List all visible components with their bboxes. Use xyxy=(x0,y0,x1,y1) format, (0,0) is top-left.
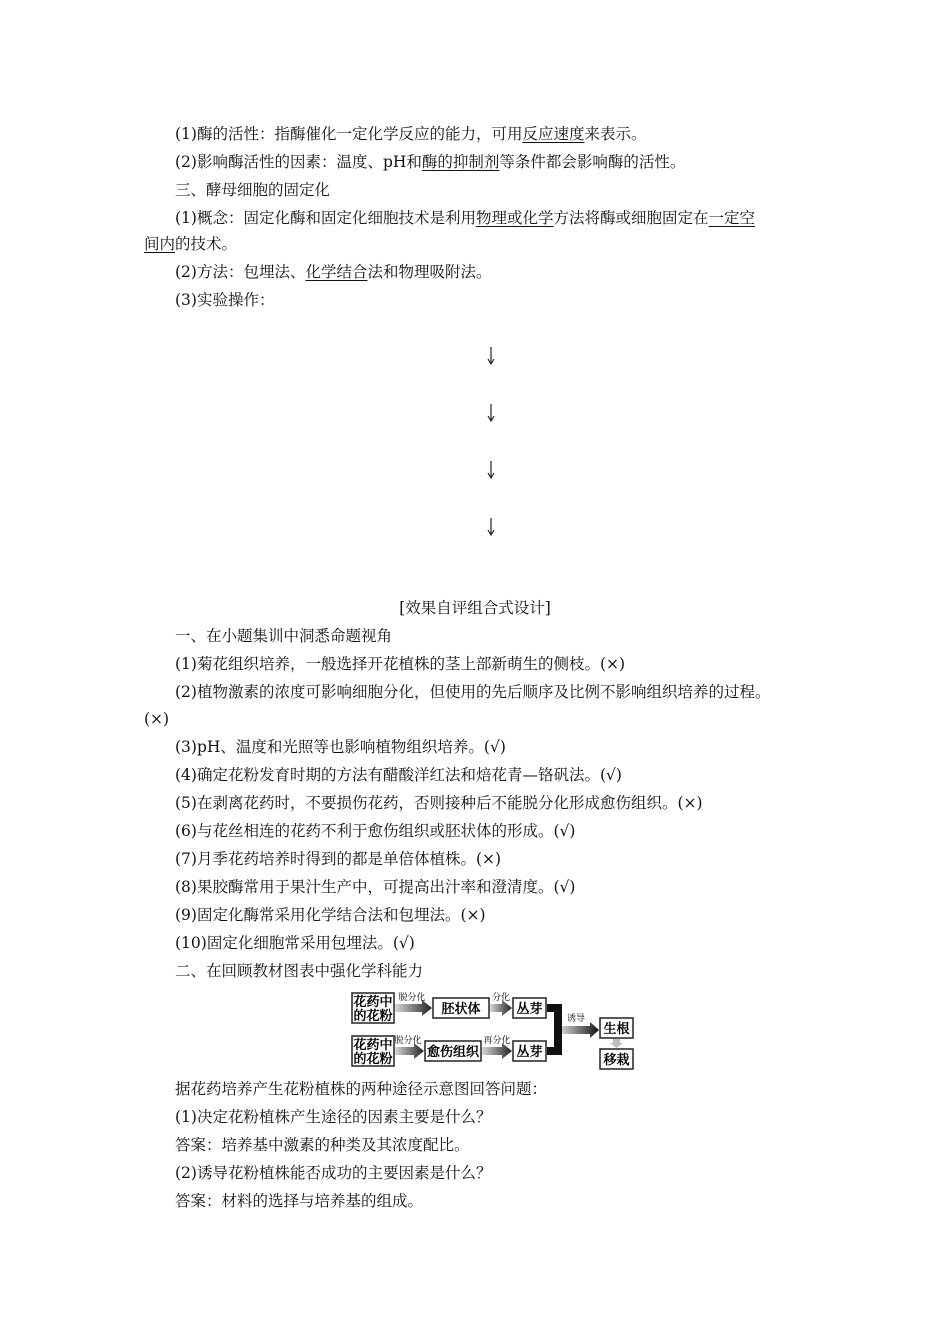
quiz-item-2-mark: (×) xyxy=(144,710,170,728)
source-box-1-line2: 的花粉 xyxy=(353,1009,393,1024)
rooting-label: 生根 xyxy=(603,1022,630,1037)
quiz-item-2: (2)植物激素的浓度可影响细胞分化，但使用的先后顺序及比例不影响组织培养的过程。 xyxy=(175,683,771,701)
answer-chemical-binding: 化学结合 xyxy=(305,263,368,281)
quiz-item-10: (10)固定化细胞常采用包埋法。(√) xyxy=(175,934,415,952)
qa-question-1: (1)决定花粉植株产生途径的因素主要是什么？ xyxy=(175,1108,492,1126)
quiz-item-8: (8)果胶酶常用于果汁生产中，可提高出汁率和澄清度。(√) xyxy=(175,878,576,896)
shoot-label-1: 丛芽 xyxy=(516,1002,543,1017)
qa-intro: 据花药培养产生花粉植株的两种途径示意图回答问题： xyxy=(175,1080,548,1098)
quiz-item-7: (7)月季花药培养时得到的都是单倍体植株。(×) xyxy=(175,850,502,868)
method-line: (2)方法：包埋法、化学结合法和物理吸附法。 xyxy=(175,263,492,281)
label-rediff: 再分化 xyxy=(483,1036,511,1046)
section-heading-quiz: 一、在小题集训中洞悉命题视角 xyxy=(175,627,393,645)
qa-answer-2: 答案：材料的选择与培养基的组成。 xyxy=(175,1192,424,1210)
qa-question-2: (2)诱导花粉植株能否成功的主要因素是什么？ xyxy=(175,1164,492,1182)
label-dediff-2: 脱分化 xyxy=(394,1036,422,1046)
callus-label: 愈伤组织 xyxy=(426,1045,480,1060)
answer-physical-chemical: 物理或化学 xyxy=(475,209,554,227)
concept-line2: 间内的技术。 xyxy=(144,235,238,253)
source-box-1-line1: 花药中 xyxy=(353,995,393,1010)
arrow-induce xyxy=(562,1022,599,1038)
quiz-item-9: (9)固定化酶常采用化学结合法和包埋法。(×) xyxy=(175,906,486,924)
merge-bracket xyxy=(547,1004,562,1055)
quiz-item-1: (1)菊花组织培养，一般选择开花植株的茎上部新萌生的侧枝。(×) xyxy=(175,655,626,673)
label-induce: 诱导 xyxy=(566,1014,586,1024)
enzyme-activity-definition: (1)酶的活性：指酶催化一定化学反应的能力，可用反应速度来表示。 xyxy=(175,125,647,143)
arrow-transplant xyxy=(610,1039,623,1048)
embryoid-label: 胚状体 xyxy=(441,1002,481,1017)
self-eval-title: [效果自评组合式设计] xyxy=(399,599,551,617)
enzyme-activity-factors: (2)影响酶活性的因素：温度、pH和酶的抑制剂等条件都会影响酶的活性。 xyxy=(175,153,686,171)
down-arrow-icon xyxy=(486,403,496,423)
down-arrow-icon xyxy=(486,460,496,480)
section-heading-figures: 二、在回顾教材图表中强化学科能力 xyxy=(175,962,424,980)
transplant-label: 移栽 xyxy=(603,1053,630,1068)
qa-answer-1: 答案：培养基中激素的种类及其浓度配比。 xyxy=(175,1136,470,1154)
answer-enzyme-inhibitor: 酶的抑制剂 xyxy=(421,153,500,171)
quiz-item-5: (5)在剥离花药时，不要损伤花药，否则接种后不能脱分化形成愈伤组织。(×) xyxy=(175,794,703,812)
label-diff: 分化 xyxy=(491,993,511,1003)
answer-space-part1: 一定空 xyxy=(708,209,756,227)
section-heading-yeast: 三、酵母细胞的固定化 xyxy=(175,181,331,199)
shoot-label-2: 丛芽 xyxy=(516,1045,543,1060)
answer-reaction-speed: 反应速度 xyxy=(522,125,585,143)
operation-heading: (3)实验操作： xyxy=(175,291,275,309)
source-box-2-line2: 的花粉 xyxy=(353,1052,393,1067)
quiz-item-3: (3)pH、温度和光照等也影响植物组织培养。(√) xyxy=(175,738,506,756)
label-dediff-1: 脱分化 xyxy=(398,993,426,1003)
source-box-2-line1: 花药中 xyxy=(353,1038,393,1053)
concept-line1: (1)概念：固定化酶和固定化细胞技术是利用物理或化学方法将酶或细胞固定在一定空 xyxy=(175,209,756,227)
down-arrow-icon xyxy=(486,517,496,537)
pollen-plant-pathway-diagram xyxy=(350,990,640,1072)
quiz-item-6: (6)与花丝相连的花药不利于愈伤组织或胚状体的形成。(√) xyxy=(175,822,576,840)
down-arrow-icon xyxy=(486,346,496,366)
answer-space-part2: 间内 xyxy=(144,235,176,253)
quiz-item-4: (4)确定花粉发育时期的方法有醋酸洋红法和焙花青—铬矾法。(√) xyxy=(175,766,622,784)
